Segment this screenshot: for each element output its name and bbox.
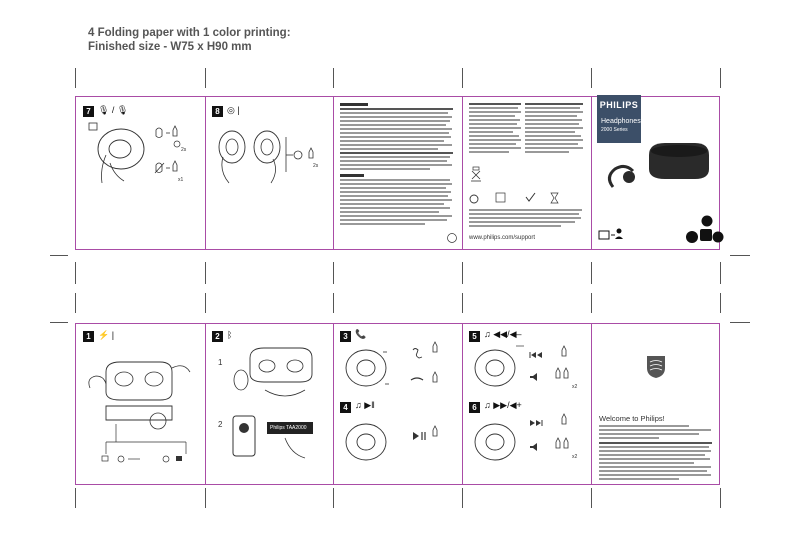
crop-mark <box>333 68 334 88</box>
safety-text-block <box>340 103 455 227</box>
crop-mark <box>333 262 334 284</box>
step-badge-8: 8 <box>212 106 223 117</box>
panel-safety-text-1 <box>333 97 462 249</box>
sound-mode-icon: ◎ | <box>227 105 240 115</box>
crop-mark <box>205 293 206 313</box>
charging-case-illustration <box>76 324 205 486</box>
panel-steps-3-4 <box>333 324 462 484</box>
step-badge-3: 3 <box>340 331 351 342</box>
tap-count-label: x1 <box>178 177 184 183</box>
tap-count-label: x2 <box>572 454 578 460</box>
substep-1: 1 <box>218 358 223 367</box>
panel-step-1 <box>76 324 205 484</box>
brand-logo: PHILIPS <box>599 100 639 110</box>
compliance-text <box>469 209 584 229</box>
ce-mark-icon <box>447 233 457 243</box>
track-and-volume-controls-illustration <box>462 324 591 486</box>
panel-steps-5-6 <box>462 324 591 484</box>
manual-help-icons <box>591 97 720 251</box>
crop-mark <box>462 293 463 313</box>
print-spec-line-1: 4 Folding paper with 1 color printing: <box>88 27 291 39</box>
phone-call-icon: 📞 <box>355 329 367 339</box>
microphone-icon: 🎙 / 🎙 <box>98 105 129 115</box>
earbud-tap-illustration <box>76 97 205 251</box>
panel-welcome <box>591 324 720 484</box>
charging-icon: ⚡ | <box>98 330 115 340</box>
crop-mark <box>75 293 76 313</box>
step-badge-6: 6 <box>469 402 480 413</box>
print-spec-header <box>88 26 291 54</box>
crop-mark <box>75 488 76 508</box>
support-url: www.philips.com/support <box>469 235 536 241</box>
panel-step-8 <box>205 97 333 249</box>
tap-count-label: 2s <box>313 163 319 169</box>
philips-shield-logo <box>645 352 667 378</box>
crop-mark <box>730 255 750 256</box>
crop-mark <box>205 488 206 508</box>
crop-mark <box>75 262 76 284</box>
crop-mark <box>720 68 721 88</box>
crop-mark <box>205 68 206 88</box>
crop-mark <box>75 68 76 88</box>
crop-mark <box>50 322 68 323</box>
tap-count-label: 2s <box>181 147 187 153</box>
step-badge-4: 4 <box>340 402 351 413</box>
step-badge-2: 2 <box>212 331 223 342</box>
crop-mark <box>333 488 334 508</box>
welcome-heading: Welcome to Philips! <box>599 414 665 423</box>
panel-safety-text-2 <box>462 97 591 249</box>
step-badge-5: 5 <box>469 331 480 342</box>
leaflet-bottom-sheet <box>75 323 720 485</box>
welcome-text <box>599 425 714 482</box>
product-name: Headphones <box>601 118 641 125</box>
pairing-illustration <box>205 324 333 486</box>
crop-mark <box>720 262 721 284</box>
panel-cover <box>591 97 720 249</box>
music-play-pause-icon: ♫ ▶‖ <box>355 400 375 410</box>
step-badge-7: 7 <box>83 106 94 117</box>
leaflet-top-sheet <box>75 96 720 250</box>
print-spec-line-2: Finished size - W75 x H90 mm <box>88 41 252 53</box>
panel-step-2 <box>205 324 333 484</box>
bluetooth-icon: ᛒ <box>227 330 233 340</box>
step-badge-1: 1 <box>83 331 94 342</box>
product-series: 2000 Series <box>601 127 628 133</box>
crop-mark <box>591 68 592 88</box>
crop-mark <box>591 262 592 284</box>
crop-mark <box>462 262 463 284</box>
crop-mark <box>205 262 206 284</box>
crop-mark <box>720 488 721 508</box>
crop-mark <box>462 68 463 88</box>
tap-count-label: x2 <box>572 384 578 390</box>
crop-mark <box>720 293 721 313</box>
device-name-label: Philips TAA2000 <box>270 425 307 431</box>
crop-mark <box>591 488 592 508</box>
crop-mark <box>462 488 463 508</box>
call-and-music-controls-illustration <box>333 324 462 486</box>
crop-mark <box>730 322 750 323</box>
crop-mark <box>591 293 592 313</box>
crop-mark <box>50 255 68 256</box>
crop-mark <box>333 293 334 313</box>
both-earbuds-tap-illustration <box>205 97 333 251</box>
substep-2: 2 <box>218 420 223 429</box>
previous-track-volume-icon: ♫ ◀◀/◀– <box>484 329 522 339</box>
panel-step-7 <box>76 97 205 249</box>
next-track-volume-icon: ♫ ▶▶/◀+ <box>484 400 522 410</box>
